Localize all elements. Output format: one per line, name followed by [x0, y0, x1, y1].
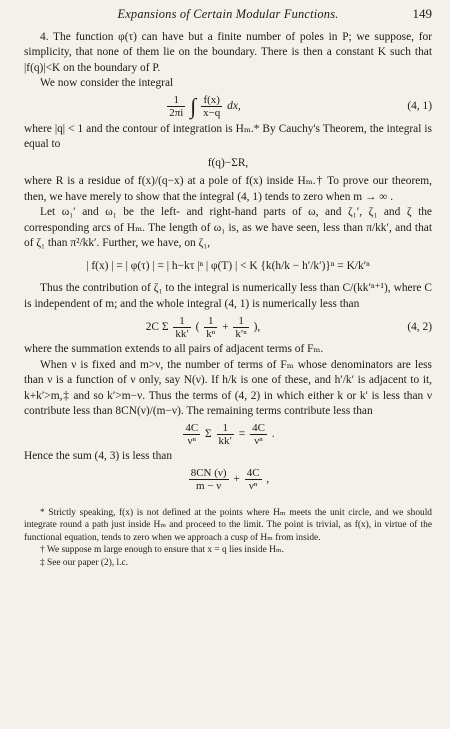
equation-cauchy [24, 152, 432, 174]
eq5-sigma: Σ [205, 427, 212, 440]
eq4-frac1 [173, 315, 190, 340]
eq5-frac2-den: kk′ [218, 434, 232, 447]
equation-cauchy-body: f(q)−ΣR, [207, 156, 249, 169]
paragraph-9: Hence the sum (4, 3) is less than [24, 450, 173, 463]
equation-remaining-body [24, 422, 432, 447]
eq5-frac3 [250, 422, 267, 447]
eq5-frac1 [183, 422, 200, 447]
eq6-end: , [266, 473, 270, 486]
equation-sum-bound [24, 465, 432, 495]
eq1-integrand [201, 94, 222, 119]
equation-4-2-body [24, 315, 382, 340]
eq4-paren-open: ( [195, 320, 200, 333]
paragraph-7: where the summation extends to all pairs of adjacent terms of Fₘ. [24, 343, 324, 356]
eq5-frac1-den: νⁿ [187, 434, 196, 447]
equation-4-2 [24, 312, 432, 342]
equation-label-4-1: (4, 1) [407, 99, 432, 112]
paragraph-5: Let ω₁′ and ω₁ be the left- and right-hand parts of ω, and ζ₁′, ζ₁ and ζ the corresponding arcs of Hₘ. The length of ω₁ is, as we have seen, less than π/kk′, and that of ζ₁ than π²/kk′. Further, we have, on ζ₁, [24, 206, 432, 250]
equation-remaining [24, 419, 432, 449]
eq6-frac1-den: m − ν [196, 480, 222, 493]
eq4-frac2 [204, 315, 217, 340]
footnote-1: * Strictly speaking, f(x) is not defined at the points where Hₘ meets the unit circle, and we should integrate round a path just inside Hₘ and proceed to the limit. The point is trivial, as f(x), in virtue of the functional equation, tends to zero when we approach a cusp of Hₘ from inside. [24, 507, 432, 543]
eq6-frac1 [189, 467, 229, 492]
equation-bound-body: | f(x) | = | φ(τ) | = | h−kτ |ⁿ | φ(T) | < K {k(h/k − h′/k′)}ⁿ = K/k′ⁿ [86, 259, 370, 272]
integral-sign-icon: ∫ [190, 93, 197, 119]
eq6-frac2-num: 4C [246, 467, 260, 480]
equation-bound [24, 251, 432, 281]
eq5-frac2-num: 1 [217, 422, 234, 435]
eq4-frac3 [233, 315, 248, 340]
eq6-plus: + [233, 473, 240, 486]
eq1-integrand-num: f(x) [201, 94, 222, 107]
eq1-dx: dx, [227, 100, 241, 113]
paragraph-1: 4. The function φ(τ) can have but a finite number of poles in P; we suppose, for simplicity, that none of them lie on the boundary. There is then a constant K such that |f(q)|<K on the boundary of P. [24, 31, 432, 74]
eq5-frac1-num: 4C [185, 421, 199, 434]
equation-4-1 [24, 92, 432, 122]
eq4-frac3-den: k′ⁿ [235, 327, 247, 340]
eq6-frac1-num: 8CN (ν) [190, 467, 227, 480]
eq4-prefix: 2C Σ [145, 320, 169, 333]
paragraph-3: where |q| < 1 and the contour of integration is Hₘ.* By Cauchy's Theorem, the integral is equal to [24, 122, 432, 151]
paragraph-8: When ν is fixed and m>ν, the number of terms of Fₘ whose denominators are less than ν is a function of ν only, say N(ν). If h/k is one of these, and h′/k′ is adjacent to it, k+k′>m,‡ and so k′>m−ν. Thus the terms of (4, 2) in which either k or k′ is less than ν contribute less than 8CN(ν)/(m−ν). The remaining terms contribute less than [24, 358, 432, 417]
equation-sum-bound-body [24, 467, 432, 492]
eq4-frac2-num: 1 [204, 315, 217, 328]
eq5-equals: = [238, 427, 246, 440]
eq4-plus: + [222, 320, 229, 333]
page-header [24, 6, 432, 30]
page-number: 149 [412, 6, 432, 21]
equation-label-4-2: (4, 2) [407, 320, 432, 333]
eq4-frac1-num: 1 [173, 315, 190, 328]
eq6-frac2 [245, 467, 262, 492]
equation-4-1-body [24, 94, 382, 119]
eq4-frac3-num: 1 [233, 315, 248, 328]
eq5-frac3-num: 4C [252, 421, 265, 434]
paragraph-4: where R is a residue of f(x)/(q−x) at a pole of f(x) inside Hₘ.† To prove our theorem, then, we have merely to show that the integral (4, 1) tends to zero when m → ∞ . [24, 175, 432, 203]
eq5-end: . [271, 427, 275, 440]
footnote-3: ‡ See our paper (2), l.c. [40, 557, 128, 568]
paragraph-6: Thus the contribution of ζ₁ to the integral is numerically less than C/(kk′ⁿ⁺¹), where C is independent of m; and the whole integral (4, 1) is numerically less than [24, 282, 432, 310]
eq4-paren-close: ), [253, 320, 261, 333]
eq4-frac1-den: kk′ [175, 327, 189, 340]
eq1-integrand-den: x−q [203, 107, 221, 120]
eq5-frac3-den: νⁿ [254, 434, 263, 447]
eq1-denominator: 2πi [169, 107, 184, 120]
eq1-fraction [167, 94, 185, 119]
eq1-numerator: 1 [167, 94, 185, 107]
running-head: Expansions of Certain Modular Functions. [117, 7, 339, 21]
footnote-2: † We suppose m large enough to ensure that x = q lies inside Hₘ. [40, 545, 285, 556]
eq5-frac2 [217, 422, 234, 447]
paragraph-2: We now consider the integral [40, 77, 174, 90]
footnotes [24, 507, 432, 570]
eq6-frac2-den: νⁿ [248, 480, 258, 493]
eq4-frac2-den: kⁿ [206, 327, 216, 340]
